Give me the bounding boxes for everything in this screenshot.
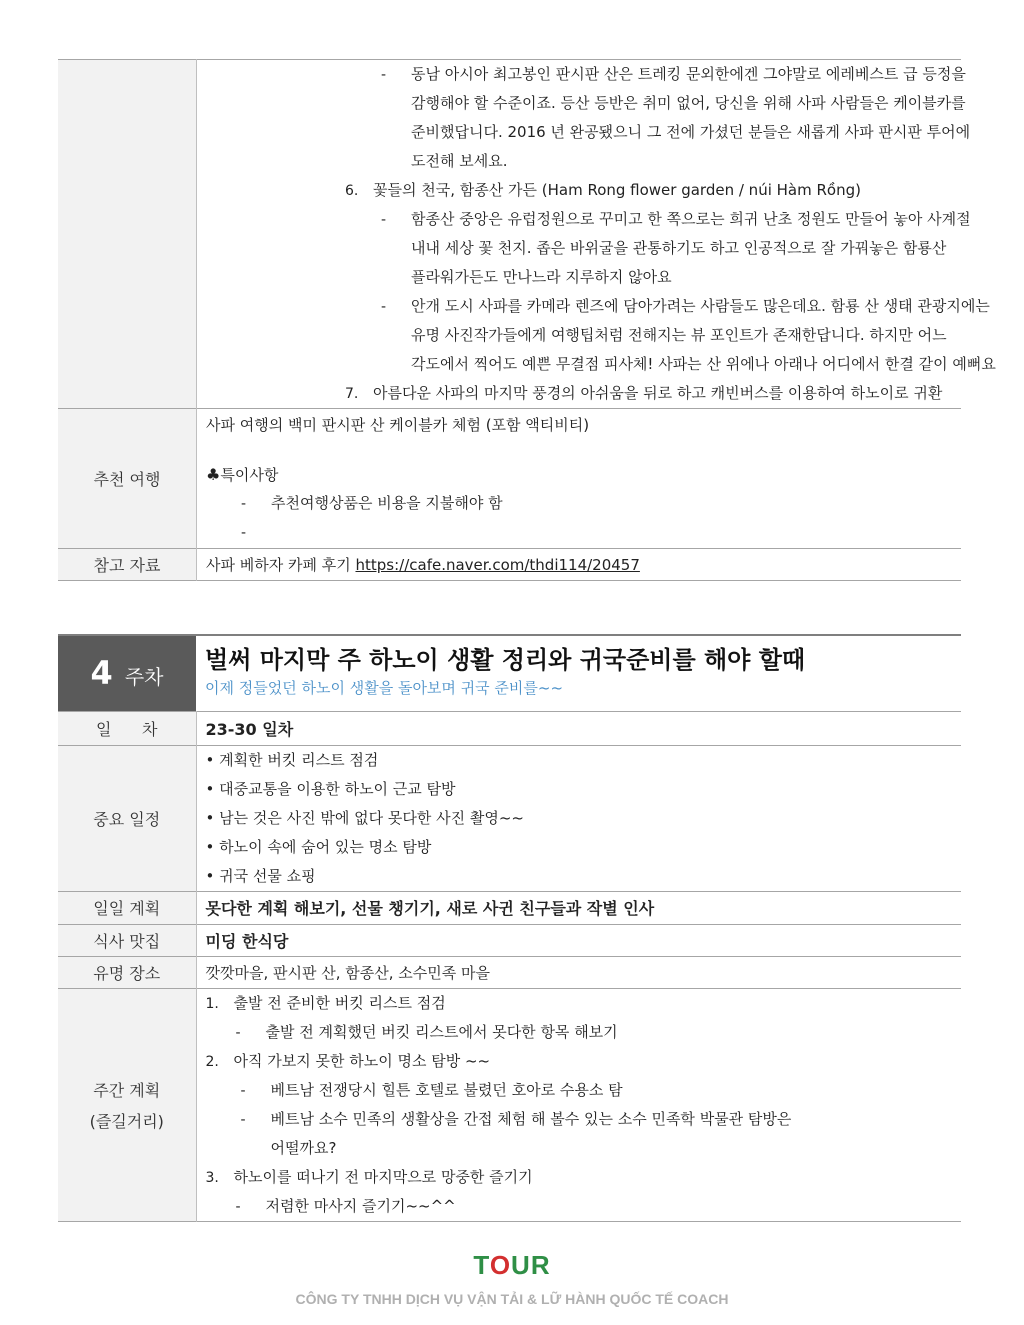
list-item: • 귀국 선물 쇼핑 <box>205 866 316 885</box>
list-item: • 대중교통을 이용한 하노이 근교 탐방 <box>205 779 456 798</box>
list-item: • 계획한 버킷 리스트 점검 <box>205 750 379 769</box>
tour-logo: TOUR <box>473 1250 551 1280</box>
recommend-title: 사파 여행의 백미 판시판 산 케이블카 체험 (포함 액티비티) <box>206 416 590 434</box>
food-label: 식사 맛집 <box>58 924 196 956</box>
places-value: 깟깟마을, 판시판 산, 함종산, 소수민족 마을 <box>205 963 490 982</box>
places-label: 유명 장소 <box>58 956 196 988</box>
week-subtitle: 이제 정들었던 하노이 생활을 돌아보며 귀국 준비를~~ <box>205 679 564 697</box>
recommend-content: 사파 여행의 백미 판시판 산 케이블카 체험 (포함 액티비티) ♣특이사항 - 추천여행상품은 비용을 지불해야 함 - <box>197 409 962 549</box>
company-name: CÔNG TY TNHH DỊCH VỤ VẬN TẢI & LỮ HÀNH QUỐC TẾ COACH <box>295 1291 729 1307</box>
note-heading: ♣특이사항 <box>206 465 279 484</box>
days-label: 일 차 <box>58 711 196 745</box>
weekly-label: 주간 계획 (즐길거리) <box>58 988 196 1221</box>
week-title: 벌써 마지막 주 하노이 생활 정리와 귀국준비를 해야 할때 <box>205 646 806 674</box>
week4-table <box>58 634 961 1222</box>
week-unit: 주차 <box>124 665 164 690</box>
list-item: • 남는 것은 사진 밖에 없다 못다한 사진 촬영~~ <box>205 808 524 827</box>
reference-label: 참고 자료 <box>58 549 197 581</box>
week-header <box>196 635 961 711</box>
food-value: 미딩 한식당 <box>205 931 289 951</box>
weekly-plan: 1. 출발 전 준비한 버킷 리스트 점검 - 출발 전 계획했던 버킷 리스트에서 못다한 항목 해보기 2. 아직 가보지 못한 하노이 명소 탐방 ~~ - 베트남 전쟁당시 힐튼 호텔로 불렸던 호아로 수용소 탐 - 베트남 소수 민족의 생활상을 간접 체험 해 볼수 있는 소수 민족학 박물관 탐방은 어떨까요? 3. 하노이를 떠나기 전 마지막으로 망중한 즐기기 - 저렴한 마사지 즐기기~~^^ <box>205 993 792 1215</box>
itinerary-content: - 동남 아시아 최고봉인 판시판 산은 트레킹 문외한에겐 그야말로 에레베스트 급 등정을 감행해야 할 수준이죠. 등산 등반은 취미 없어, 당신을 위해 사파 사람들은 케이블카를 준비했답니다. 2016 년 완공됐으니 그 전에 가셨던 분들은 새롭게 사파 판시판 투어에 도전해 보세요. 6. 꽃들의 천국, 함종산 가든 (Ham Rong flower garden / núi Hàm Rồng) - 함종산 중앙은 유럽정원으로 꾸미고 한 쪽으로는 희귀 난초 정원도 만들어 놓아 사계절 내내 세상 꽃 천지. 좁은 바위굴을 관통하기도 하고 인공적으로 잘 가꿔놓은 함룡산 플라워가든도 만나느라 지루하지 않아요 - 안개 도시 사파를 카메라 렌즈에 담아가려는 사람들도 많은데요. 함룡 산 생태 관광지에는 유명 사진작가들에게 여행팁처럼 전해지는 뷰 포인트가 존재한답니다. 하지만 어느 각도에서 찍어도 예쁜 무결점 피사체! 사파는 산 위에나 아래나 어디에서 한결 같이 예뻐요 7. 아름다운 사파의 마지막 풍경의 아쉬움을 뒤로 하고 캐빈버스를 이용하여 하노이로 귀환 <box>345 65 996 402</box>
footer <box>0 1250 1024 1307</box>
schedule-list <box>196 745 961 891</box>
reference-content: 사파 베하자 카페 후기 https://cafe.naver.com/thdi114/20457 <box>206 556 640 574</box>
week-badge <box>58 635 196 711</box>
club-icon: ♣ <box>206 465 221 484</box>
week3-continuation-table <box>58 59 996 581</box>
reference-link[interactable]: https://cafe.naver.com/thdi114/20457 <box>355 556 640 574</box>
daily-label: 일일 계획 <box>58 891 196 924</box>
days-value: 23-30 일차 <box>205 719 294 739</box>
list-item: • 하노이 속에 숨어 있는 명소 탐방 <box>205 837 432 856</box>
week-number: 4 <box>90 654 113 693</box>
schedule-label: 중요 일정 <box>58 745 196 891</box>
daily-value: 못다한 계획 해보기, 선물 챙기기, 새로 사귄 친구들과 작별 인사 <box>205 899 655 918</box>
empty-label-cell <box>58 60 197 409</box>
logo-o-icon: O <box>489 1250 512 1280</box>
recommend-label: 추천 여행 <box>58 409 197 549</box>
